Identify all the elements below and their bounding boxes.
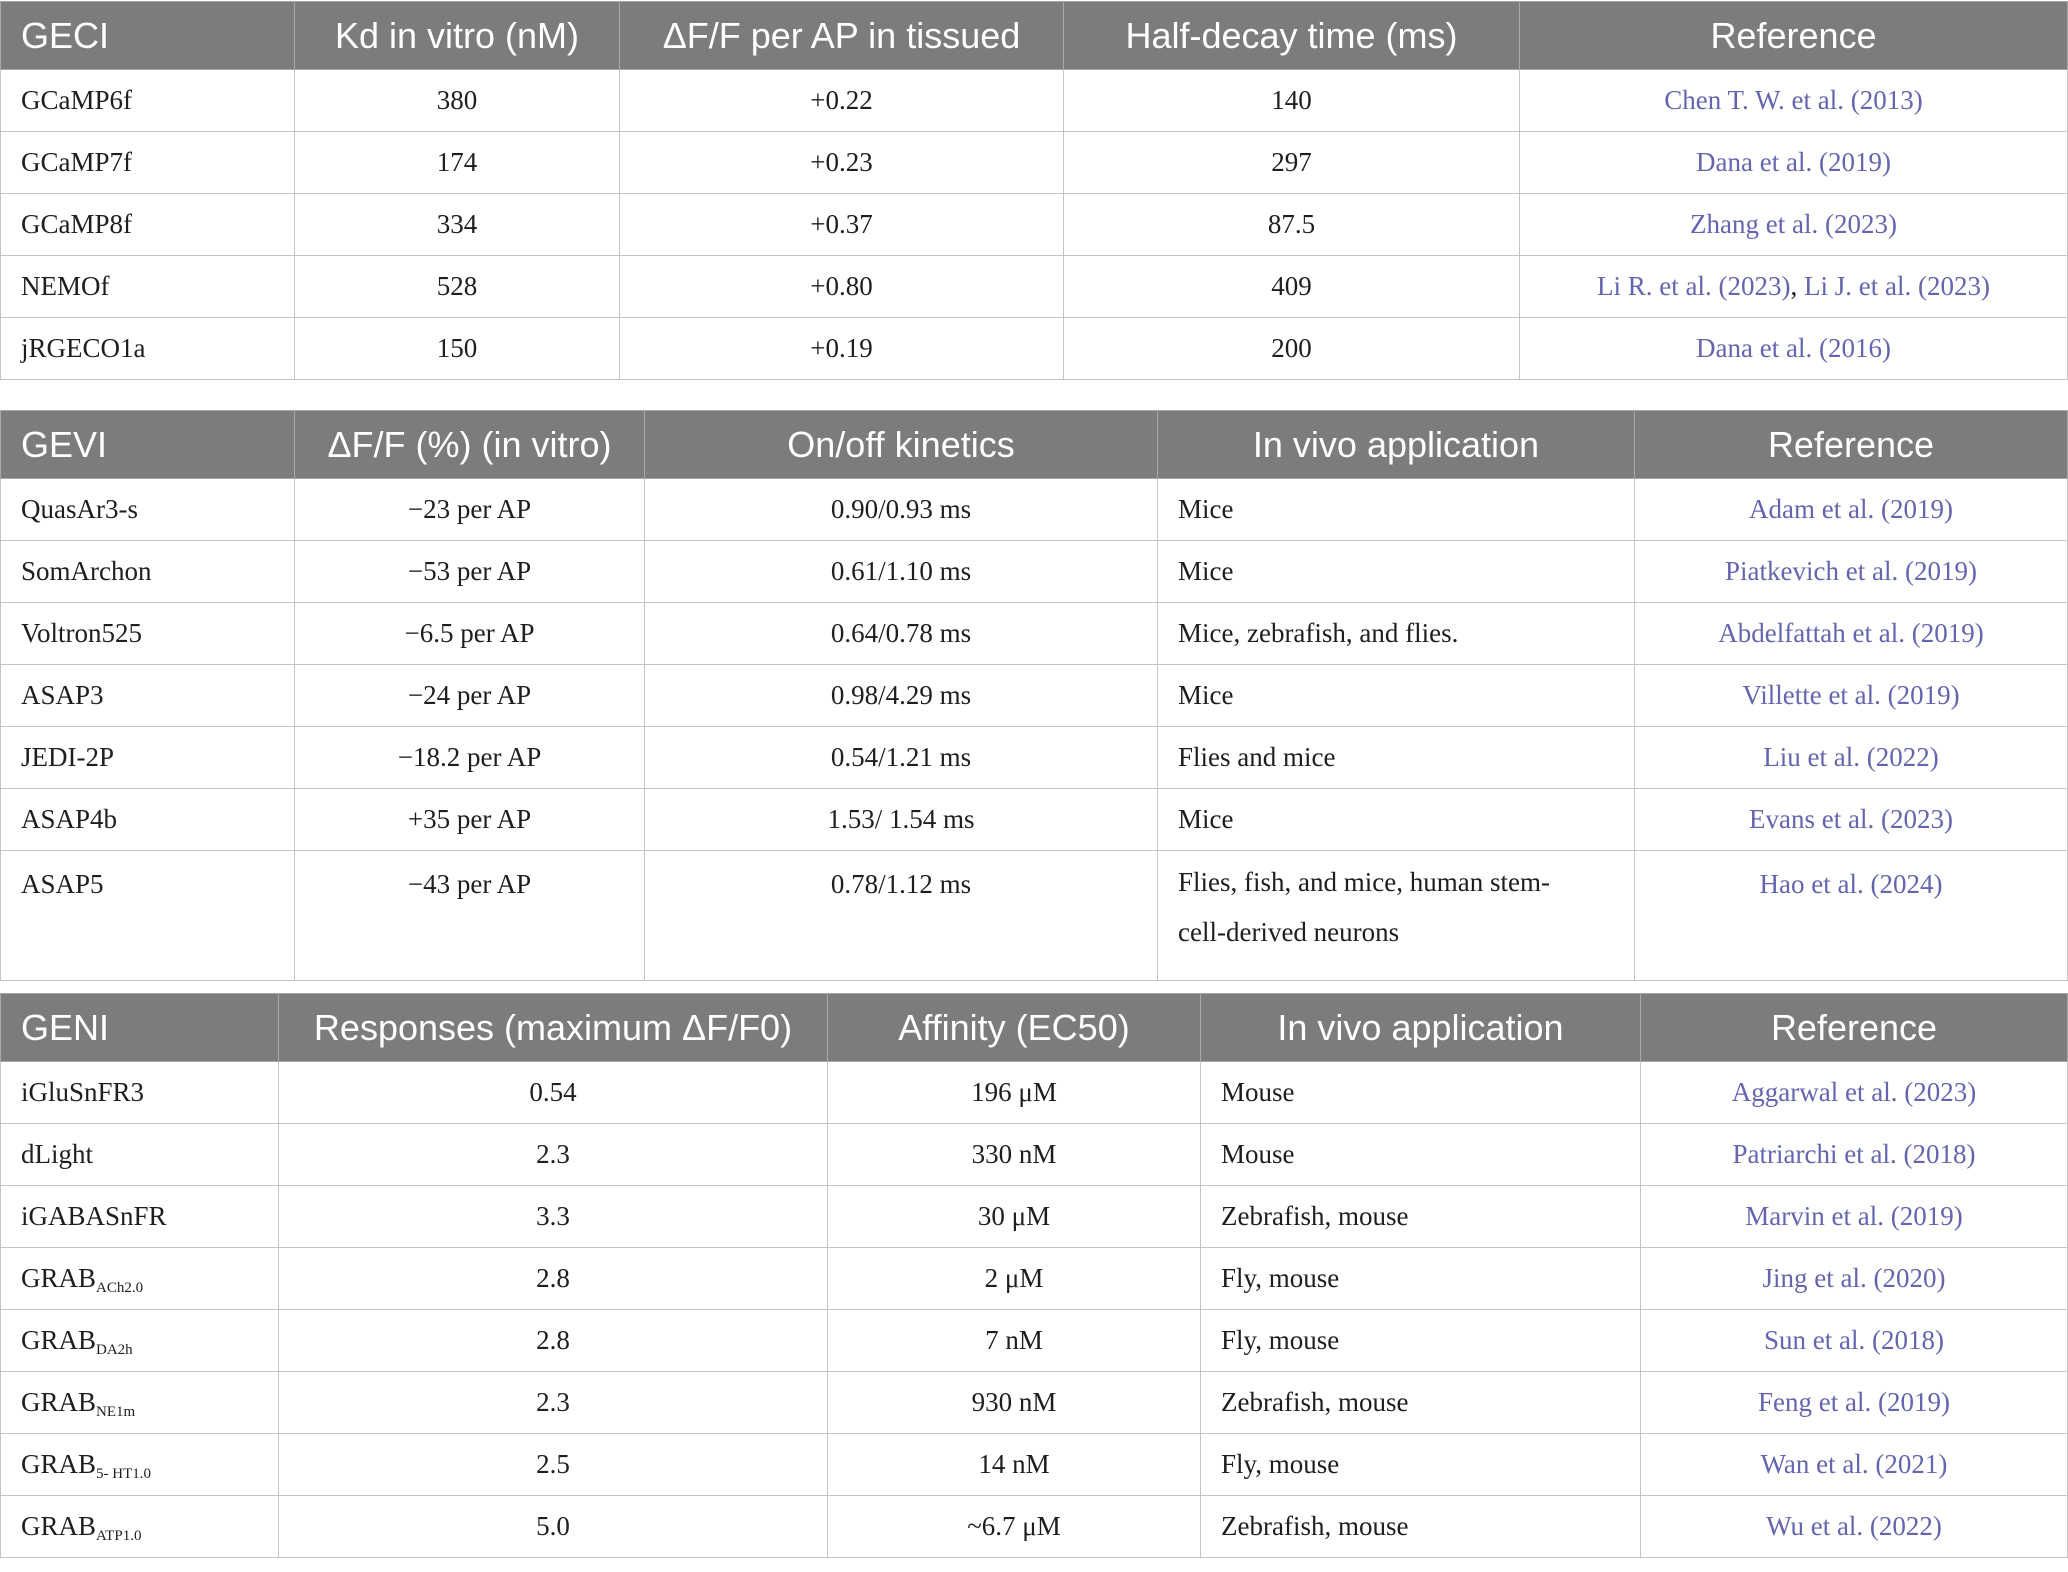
response-value: 3.3	[279, 1186, 828, 1248]
in-vivo-application: Mice	[1158, 541, 1635, 603]
column-header: GECI	[1, 2, 295, 70]
kinetics-value: 0.61/1.10 ms	[645, 541, 1158, 603]
dff-value: +0.19	[620, 318, 1064, 380]
kinetics-value: 0.90/0.93 ms	[645, 479, 1158, 541]
table-row	[1, 665, 2068, 727]
table-row	[1, 1496, 2068, 1558]
indicator-name: JEDI-2P	[1, 727, 295, 789]
table-row	[1, 318, 2068, 380]
indicator-subscript: ATP1.0	[96, 1528, 142, 1544]
dff-value: +0.37	[620, 194, 1064, 256]
kinetics-value: 0.54/1.21 ms	[645, 727, 1158, 789]
geci-header-row	[1, 2, 2068, 70]
indicator-subscript: DA2h	[96, 1342, 133, 1358]
reference-link[interactable]: Chen T. W. et al. (2013)	[1664, 85, 1923, 115]
column-header: Affinity (EC50)	[828, 994, 1201, 1062]
kd-value: 380	[295, 70, 620, 132]
indicator-base-name: GRAB	[21, 1387, 97, 1417]
affinity-value: 7 nM	[828, 1310, 1201, 1372]
indicator-name: iGABASnFR	[1, 1186, 279, 1248]
table-row	[1, 1372, 2068, 1434]
kd-value: 334	[295, 194, 620, 256]
table-row	[1, 1186, 2068, 1248]
geni-header-row	[1, 994, 2068, 1062]
indicator-base-name: GRAB	[21, 1263, 97, 1293]
dff-value: −53 per AP	[295, 541, 645, 603]
in-vivo-application: Flies and mice	[1158, 727, 1635, 789]
affinity-value: ~6.7 μM	[828, 1496, 1201, 1558]
table-row	[1, 256, 2068, 318]
column-header: In vivo application	[1201, 994, 1641, 1062]
decay-value: 200	[1064, 318, 1520, 380]
column-header: Reference	[1635, 411, 2068, 479]
affinity-value: 930 nM	[828, 1372, 1201, 1434]
kd-value: 150	[295, 318, 620, 380]
indicator-name: ASAP3	[1, 665, 295, 727]
dff-value: −43 per AP	[295, 851, 645, 981]
table-row	[1, 851, 2068, 981]
response-value: 2.8	[279, 1310, 828, 1372]
application-line: cell-derived neurons	[1178, 917, 1400, 947]
table-row	[1, 1062, 2068, 1124]
table-row	[1, 603, 2068, 665]
decay-value: 140	[1064, 70, 1520, 132]
reference-link[interactable]: Jing et al. (2020)	[1762, 1263, 1946, 1293]
response-value: 2.3	[279, 1124, 828, 1186]
table-row	[1, 1124, 2068, 1186]
in-vivo-application: Mice	[1158, 665, 1635, 727]
in-vivo-application: Zebrafish, mouse	[1201, 1372, 1641, 1434]
reference-link[interactable]: Evans et al. (2023)	[1749, 804, 1953, 834]
in-vivo-application	[1158, 851, 1635, 981]
in-vivo-application: Mouse	[1201, 1062, 1641, 1124]
reference-link[interactable]: Marvin et al. (2019)	[1745, 1201, 1963, 1231]
reference-link[interactable]: Li R. et al. (2023)	[1597, 271, 1791, 301]
dff-value: +0.22	[620, 70, 1064, 132]
response-value: 5.0	[279, 1496, 828, 1558]
reference-link[interactable]: Aggarwal et al. (2023)	[1731, 1077, 1977, 1107]
column-header: Responses (maximum ΔF/F0)	[279, 994, 828, 1062]
table-row	[1, 70, 2068, 132]
column-header: On/off kinetics	[645, 411, 1158, 479]
decay-value: 297	[1064, 132, 1520, 194]
affinity-value: 14 nM	[828, 1434, 1201, 1496]
kinetics-value: 0.78/1.12 ms	[645, 851, 1158, 981]
response-value: 2.3	[279, 1372, 828, 1434]
kinetics-value: 1.53/ 1.54 ms	[645, 789, 1158, 851]
indicator-name: ASAP4b	[1, 789, 295, 851]
dff-value: +0.80	[620, 256, 1064, 318]
dff-value: +35 per AP	[295, 789, 645, 851]
reference-link[interactable]: Patriarchi et al. (2018)	[1732, 1139, 1976, 1169]
reference-link[interactable]: Hao et al. (2024)	[1759, 869, 1943, 899]
column-header: GEVI	[1, 411, 295, 479]
gevi-table	[0, 410, 2068, 981]
column-header: GENI	[1, 994, 279, 1062]
table-row	[1, 132, 2068, 194]
application-line: Flies, fish, and mice, human stem-	[1178, 867, 1550, 897]
column-header: In vivo application	[1158, 411, 1635, 479]
indicator-name	[1, 1248, 279, 1310]
indicator-subscript: 5- HT1.0	[96, 1466, 152, 1482]
indicator-base-name: GRAB	[21, 1449, 97, 1479]
affinity-value: 2 μM	[828, 1248, 1201, 1310]
table-row	[1, 1248, 2068, 1310]
response-value: 0.54	[279, 1062, 828, 1124]
column-header: Reference	[1641, 994, 2068, 1062]
reference-link[interactable]: Wan et al. (2021)	[1760, 1449, 1948, 1479]
reference-link[interactable]: Li J. et al. (2023)	[1804, 271, 1990, 301]
table-row	[1, 194, 2068, 256]
table-row	[1, 479, 2068, 541]
dff-value: +0.23	[620, 132, 1064, 194]
reference-link[interactable]: Wu et al. (2022)	[1766, 1511, 1942, 1541]
indicator-name: NEMOf	[1, 256, 295, 318]
reference-link[interactable]: Villette et al. (2019)	[1742, 680, 1960, 710]
in-vivo-application: Zebrafish, mouse	[1201, 1186, 1641, 1248]
reference-link[interactable]: Piatkevich et al. (2019)	[1725, 556, 1977, 586]
table-row	[1, 789, 2068, 851]
indicator-name: SomArchon	[1, 541, 295, 603]
table-row	[1, 541, 2068, 603]
reference-link[interactable]: Abdelfattah et al. (2019)	[1718, 618, 1984, 648]
dff-value: −6.5 per AP	[295, 603, 645, 665]
affinity-value: 330 nM	[828, 1124, 1201, 1186]
indicator-name	[1, 1434, 279, 1496]
column-header: ΔF/F (%) (in vitro)	[295, 411, 645, 479]
kinetics-value: 0.64/0.78 ms	[645, 603, 1158, 665]
reference-link[interactable]: Zhang et al. (2023)	[1690, 209, 1897, 239]
dff-value: −18.2 per AP	[295, 727, 645, 789]
in-vivo-application: Mice	[1158, 479, 1635, 541]
indicator-name: QuasAr3-s	[1, 479, 295, 541]
indicator-name: jRGECO1a	[1, 318, 295, 380]
affinity-value: 30 μM	[828, 1186, 1201, 1248]
reference-link[interactable]: Feng et al. (2019)	[1758, 1387, 1950, 1417]
response-value: 2.8	[279, 1248, 828, 1310]
column-header: Kd in vitro (nM)	[295, 2, 620, 70]
reference-link[interactable]: Adam et al. (2019)	[1749, 494, 1953, 524]
table-row	[1, 1434, 2068, 1496]
indicator-name: Voltron525	[1, 603, 295, 665]
indicator-name: GCaMP8f	[1, 194, 295, 256]
kd-value: 174	[295, 132, 620, 194]
in-vivo-application: Mice, zebrafish, and flies.	[1158, 603, 1635, 665]
column-header: Half-decay time (ms)	[1064, 2, 1520, 70]
response-value: 2.5	[279, 1434, 828, 1496]
table-row	[1, 1310, 2068, 1372]
indicator-name	[1, 1372, 279, 1434]
reference-link[interactable]: Dana et al. (2016)	[1696, 333, 1891, 363]
reference-link[interactable]: Sun et al. (2018)	[1764, 1325, 1944, 1355]
in-vivo-application: Fly, mouse	[1201, 1310, 1641, 1372]
reference-link[interactable]: Dana et al. (2019)	[1696, 147, 1891, 177]
indicator-name	[1, 1310, 279, 1372]
in-vivo-application: Mice	[1158, 789, 1635, 851]
decay-value: 409	[1064, 256, 1520, 318]
column-header: ΔF/F per AP in tissued	[620, 2, 1064, 70]
indicator-base-name: GRAB	[21, 1511, 97, 1541]
in-vivo-application: Zebrafish, mouse	[1201, 1496, 1641, 1558]
kinetics-value: 0.98/4.29 ms	[645, 665, 1158, 727]
indicator-subscript: NE1m	[96, 1404, 136, 1420]
dff-value: −23 per AP	[295, 479, 645, 541]
reference-separator: ,	[1790, 271, 1804, 301]
reference-link[interactable]: Liu et al. (2022)	[1763, 742, 1939, 772]
in-vivo-application: Fly, mouse	[1201, 1434, 1641, 1496]
indicator-name: iGluSnFR3	[1, 1062, 279, 1124]
dff-value: −24 per AP	[295, 665, 645, 727]
indicator-subscript: ACh2.0	[96, 1280, 144, 1296]
indicator-base-name: GRAB	[21, 1325, 97, 1355]
gevi-header-row	[1, 411, 2068, 479]
indicator-name: dLight	[1, 1124, 279, 1186]
geni-table	[0, 993, 2068, 1558]
indicator-name: ASAP5	[1, 851, 295, 981]
geci-table	[0, 1, 2068, 380]
kd-value: 528	[295, 256, 620, 318]
affinity-value: 196 μM	[828, 1062, 1201, 1124]
table-row	[1, 727, 2068, 789]
indicator-name: GCaMP7f	[1, 132, 295, 194]
column-header: Reference	[1520, 2, 2068, 70]
in-vivo-application: Mouse	[1201, 1124, 1641, 1186]
decay-value: 87.5	[1064, 194, 1520, 256]
in-vivo-application: Fly, mouse	[1201, 1248, 1641, 1310]
indicator-name: GCaMP6f	[1, 70, 295, 132]
indicator-name	[1, 1496, 279, 1558]
